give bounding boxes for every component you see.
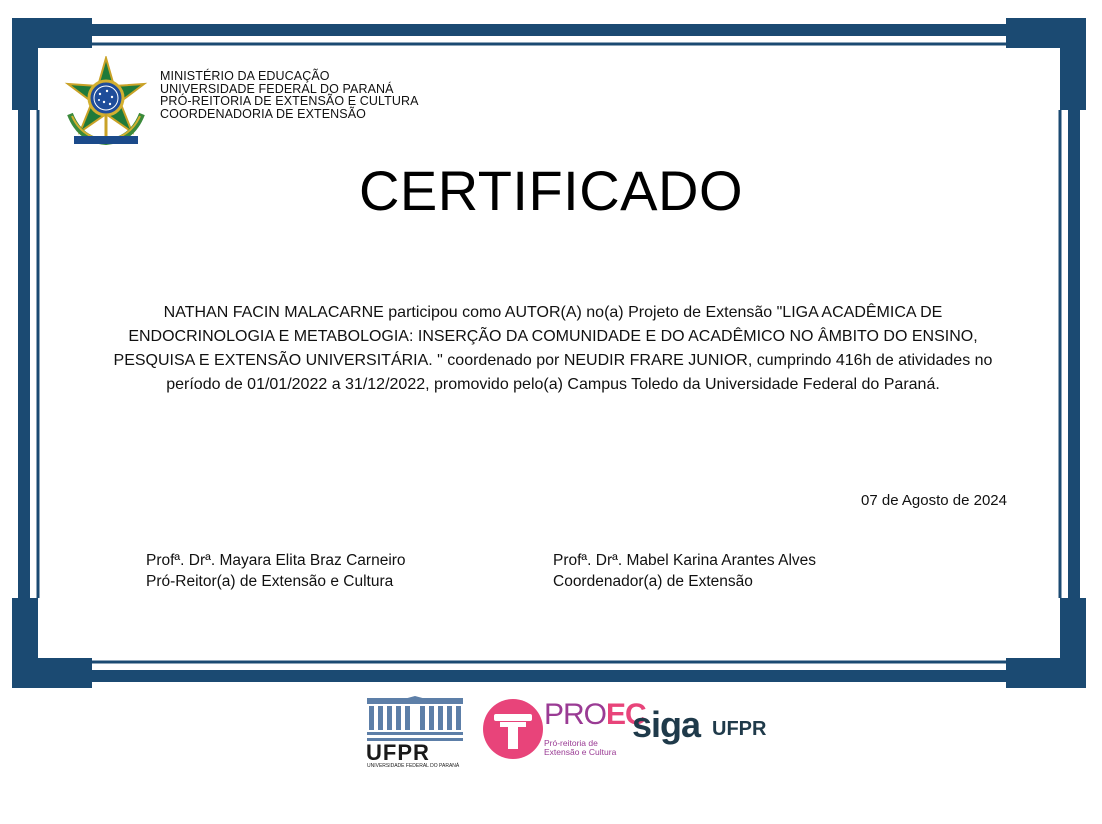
ufpr-logo-subtitle: UNIVERSIDADE FEDERAL DO PARANÁ — [367, 763, 460, 769]
header-line-ministry: MINISTÉRIO DA EDUCAÇÃO — [160, 69, 330, 83]
brazil-coat-of-arms-icon — [60, 56, 152, 148]
header-line-university: UNIVERSIDADE FEDERAL DO PARANÁ — [160, 81, 394, 96]
header-line-pro-rectorate: PRÓ-REITORIA DE EXTENSÃO E CULTURA — [160, 94, 419, 108]
signature-block-pro-rector — [146, 550, 406, 592]
proec-subtitle-line1: Pró-reitoria de — [544, 738, 598, 748]
signatory-role: Pró-Reitor(a) de Extensão e Cultura — [146, 573, 394, 590]
proec-logo-name — [544, 698, 646, 732]
ufpr-logo-name: UFPR — [366, 740, 430, 765]
proec-subtitle-line2: Extensão e Cultura — [544, 747, 617, 757]
header-line-coordination: COORDENADORIA DE EXTENSÃO — [160, 106, 367, 121]
footer-logos — [0, 690, 1102, 770]
certificate-title: CERTIFICADO — [358, 159, 744, 222]
signature-block-coordinator — [553, 550, 816, 592]
ufpr-logo — [365, 696, 465, 769]
proec-logo — [482, 696, 646, 762]
siga-ufpr-logo — [632, 704, 774, 748]
certificate-header — [60, 56, 419, 148]
proec-emblem-icon — [482, 698, 544, 760]
proec-logo-pro: PRO — [544, 698, 607, 731]
signatory-name: Profª. Drª. Mabel Karina Arantes Alves — [553, 552, 817, 569]
siga-logo-suffix: UFPR — [712, 718, 767, 740]
proec-logo-subtitle — [544, 739, 616, 757]
signatory-name: Profª. Drª. Mayara Elita Braz Carneiro — [146, 552, 406, 569]
proec-logo-ec: EC — [606, 698, 646, 731]
issue-date: 07 de Agosto de 2024 — [861, 492, 1007, 509]
siga-logo-name: siga — [632, 704, 701, 745]
ufpr-building-icon — [365, 696, 465, 742]
certificate-body: NATHAN FACIN MALACARNE participou como AUTOR(A) no(a) Projeto de Extensão "LIGA ACADÊMICA DE ENDOCRINOLOGIA E METABOLOGIA: INSERÇÃO DA COMUNIDADE E DO ACADÊMICO NO ÂMBITO DO ENSINO, PESQUISA E EXTENSÃO UNIVERSITÁRIA. " coordenado por NEUDIR FRARE JUNIOR, cumprindo 416h de atividades no período de 01/01/2022 a 31/12/2022, promovido pelo(a) Campus Toledo da Universidade Federal do Paraná. — [113, 304, 993, 393]
signatory-role: Coordenador(a) de Extensão — [553, 573, 753, 590]
header-text — [160, 70, 419, 120]
